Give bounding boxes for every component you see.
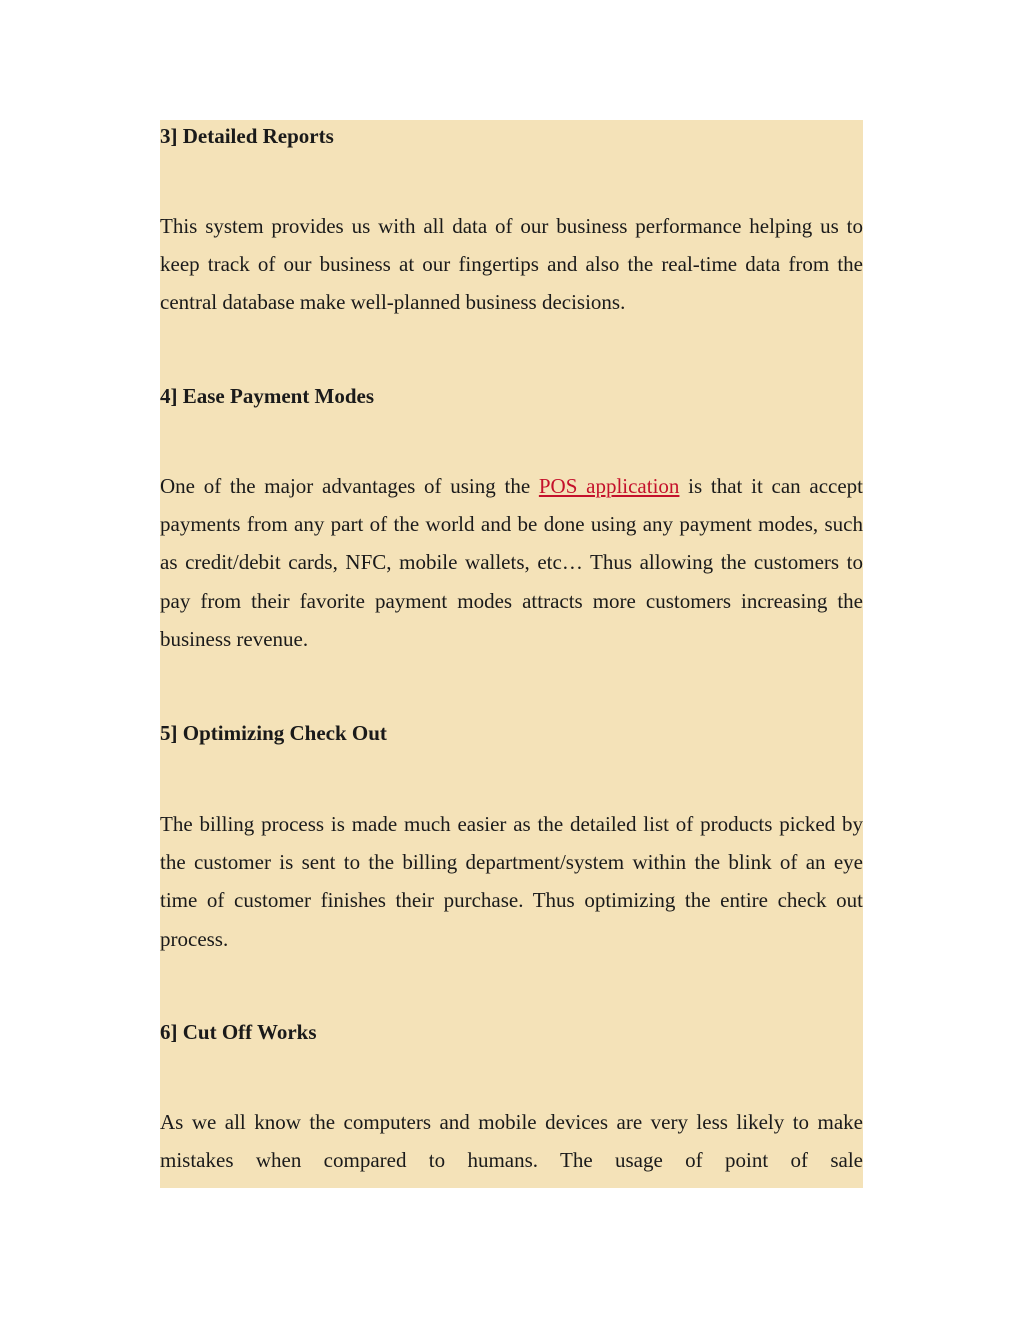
body-text-before-link: One of the major advantages of using the <box>160 474 539 498</box>
section-body-cut-off-works: As we all know the computers and mobile devices are very less likely to make mistakes when compared to humans. The usage of point of sale <box>160 1110 863 1173</box>
section-body-ease-payment-modes <box>160 467 863 658</box>
body-text-after-link: is that it can accept payments from any part of the world and be done using any payment modes, such as credit/debit cards, NFC, mobile wallets, etc… Thus allowing the customers to pay from their favorite payment modes attracts more customers increasing the business revenue. <box>160 474 863 651</box>
section-heading-cut-off-works: 6] Cut Off Works <box>160 1020 317 1044</box>
section-body-detailed-reports: This system provides us with all data of our business performance helping us to keep track of our business at our fingertips and also the real-time data from the central database make well-planned business decisions. <box>160 214 863 315</box>
section-body-optimizing-check-out: The billing process is made much easier as the detailed list of products picked by the customer is sent to the billing department/system within the blink of an eye time of customer finishes their purchase. Thus optimizing the entire check out process. <box>160 812 863 951</box>
pos-application-link[interactable]: POS application <box>538 474 680 498</box>
section-heading-optimizing-check-out: 5] Optimizing Check Out <box>160 721 387 745</box>
section-heading-ease-payment-modes: 4] Ease Payment Modes <box>160 384 375 408</box>
section-heading-detailed-reports: 3] Detailed Reports <box>160 124 334 148</box>
document-page-content <box>160 120 863 1188</box>
